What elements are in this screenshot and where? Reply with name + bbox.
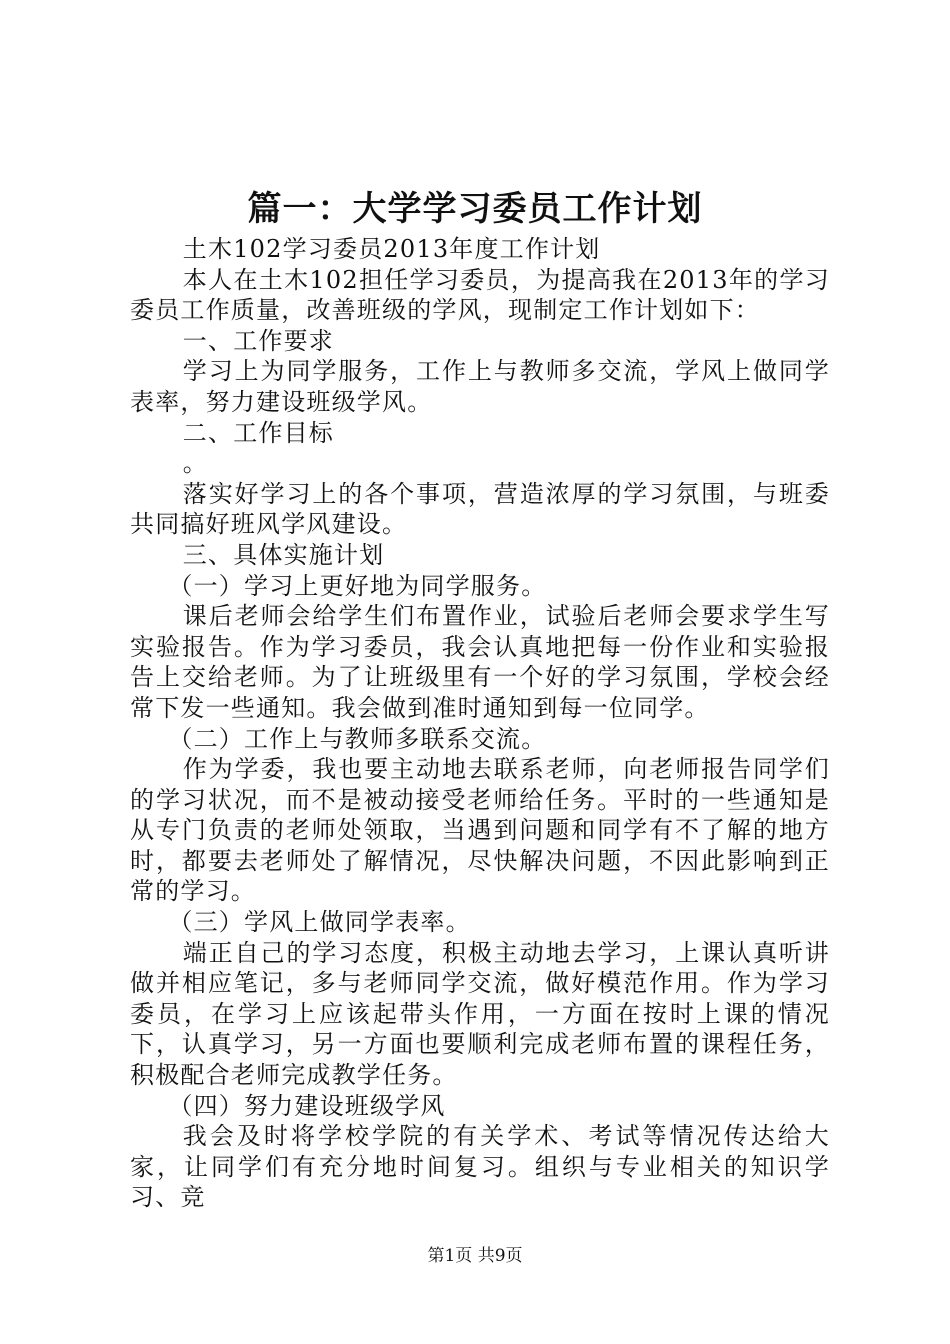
paragraph-requirements: 学习上为同学服务，工作上与教师多交流，学风上做同学表率，努力建设班级学风。	[130, 357, 830, 416]
subsection-heading-1: （一）学习上更好地为同学服务。	[168, 571, 547, 600]
page-footer: 第1页 共9页	[427, 1246, 523, 1266]
paragraph-subsection-3: 端正自己的学习态度，积极主动地去学习，上课认真听讲做并相应笔记，多与老师同学交流，做好模范作用。作为学习委员，在学习上应该起带头作用，一方面在按时上课的情况下，认真学习，另一方面也要顺利完成老师布置的课程任务，积极配合老师完成教学任务。	[130, 938, 830, 1090]
paragraph-goals: 落实好学习上的各个事项，营造浓厚的学习氛围，与班委共同搞好班风学风建设。	[130, 479, 830, 539]
subsection-heading-3: （三）学风上做同学表率。	[168, 908, 471, 937]
subsection-heading-4: （四）努力建设班级学风	[168, 1091, 446, 1120]
document-body	[130, 234, 830, 1213]
paragraph-subsection-4: 我会及时将学校学院的有关学术、考试等情况传达给大家，让同学们有充分地时间复习。组织与专业相关的知识学习、竞	[130, 1122, 830, 1212]
subsection-heading-2: （二）工作上与教师多联系交流。	[168, 724, 547, 753]
paragraph-subsection-2: 作为学委，我也要主动地去联系老师，向老师报告同学们的学习状况，而不是被动接受老师给任务。平时的一些通知是从专门负责的老师处领取，当遇到问题和同学有不了解的地方时，都要去老师处了解情况，尽快解决问题，不因此影响到正常的学习。	[130, 755, 830, 906]
paragraph-period: 。	[182, 449, 208, 478]
section-heading-implementation: 三、具体实施计划	[182, 540, 385, 569]
document-title: 篇一：大学学习委员工作计划	[247, 189, 703, 229]
paragraph-intro: 本人在土木102担任学习委员，为提高我在2013年的学习委员工作质量，改善班级的学风，现制定工作计划如下：	[130, 265, 830, 325]
paragraph-heading-plan: 土木102学习委员2013年度工作计划	[182, 235, 601, 263]
paragraph-subsection-1: 课后老师会给学生们布置作业，试验后老师会要求学生写实验报告。作为学习委员，我会认真地把每一份作业和实验报告上交给老师。为了让班级里有一个好的学习氛围，学校会经常下发一些通知。我会做到准时通知到每一位同学。	[130, 602, 830, 722]
section-heading-goals: 二、工作目标	[182, 418, 334, 447]
section-heading-requirements: 一、工作要求	[182, 326, 334, 355]
